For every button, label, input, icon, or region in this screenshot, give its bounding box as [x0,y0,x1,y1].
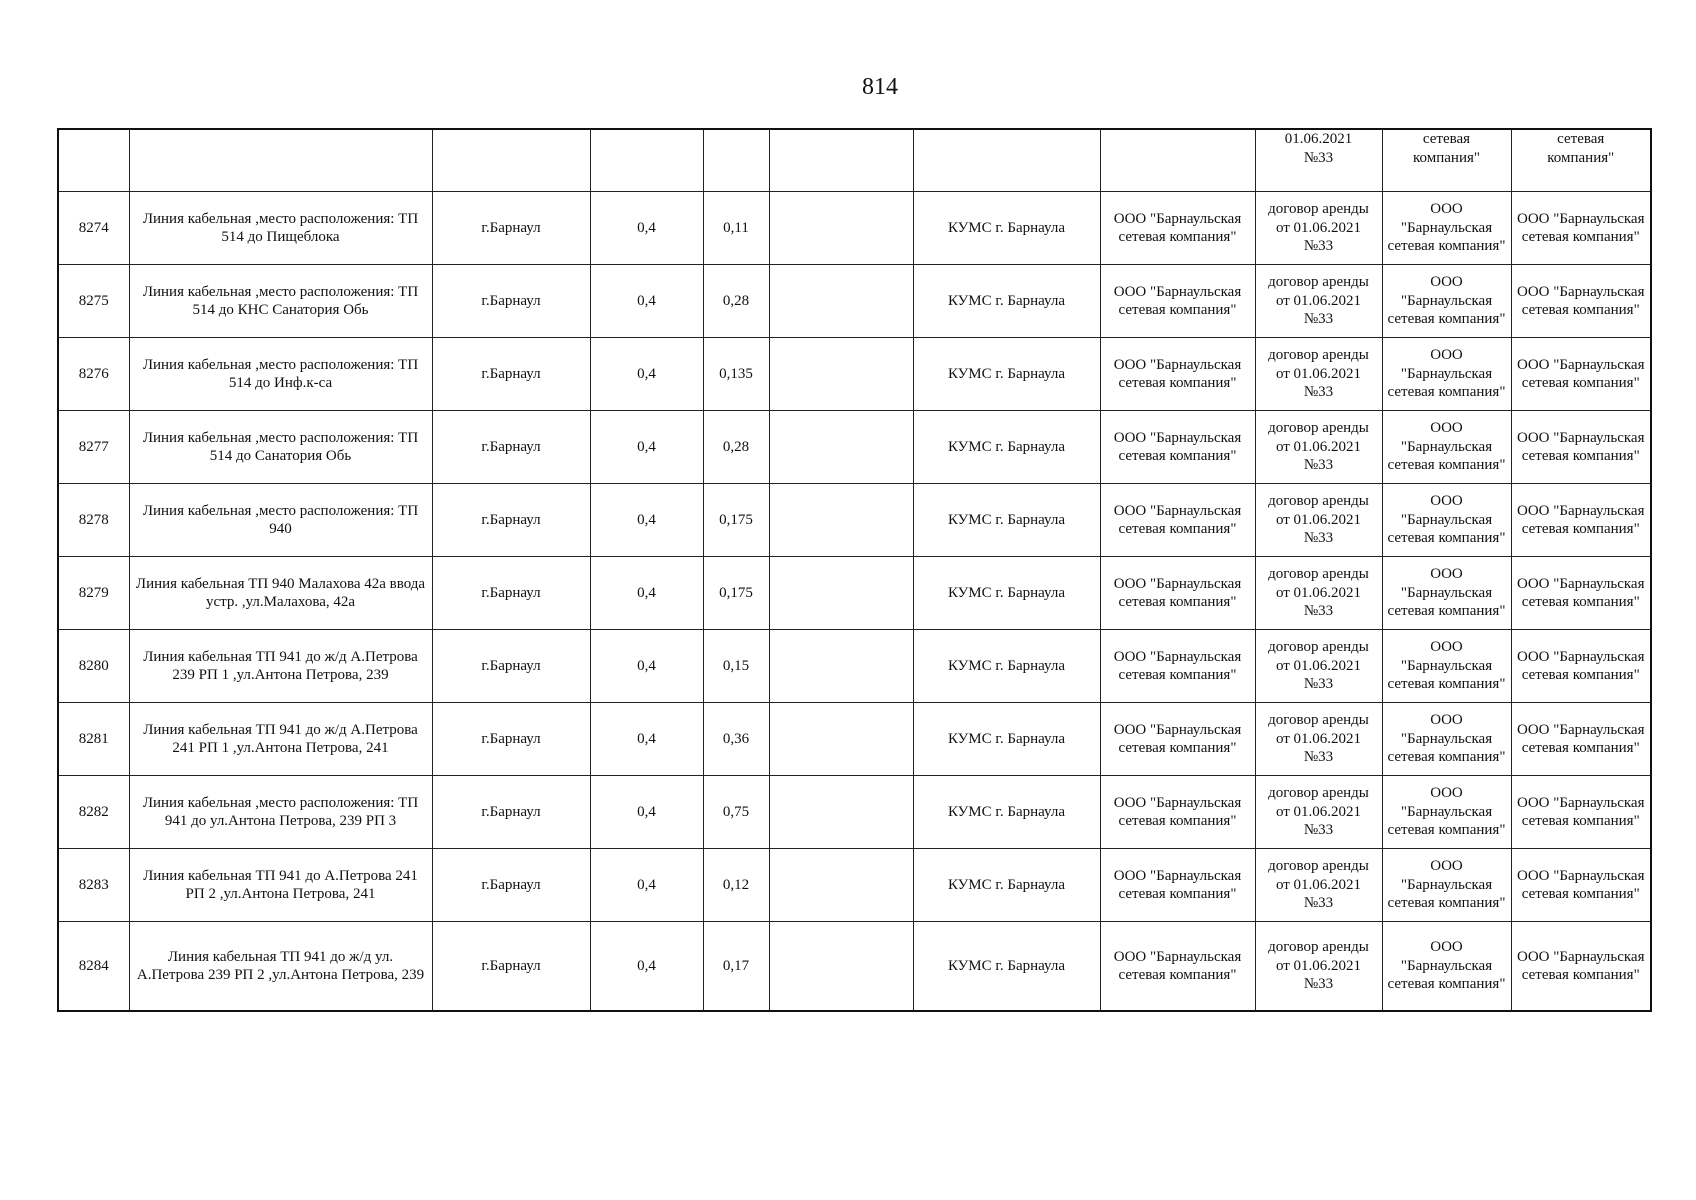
cell-company: ООО "Барнаульская сетевая компания" [1100,849,1255,922]
cell-operator: сетевая компания" [1511,129,1651,192]
cell-city: г.Барнаул [432,922,590,1012]
cell-contract: договор аренды от 01.06.2021 №33 [1255,411,1382,484]
cell-company: ООО "Барнаульская сетевая компания" [1100,557,1255,630]
cell-name: Линия кабельная ,место расположения: ТП 940 [129,484,432,557]
cell-voltage: 0,4 [590,849,703,922]
cell-contract: договор аренды от 01.06.2021 №33 [1255,557,1382,630]
cell-holder: сетевая компания" [1382,129,1511,192]
cell-operator: ООО "Барнаульская сетевая компания" [1511,630,1651,703]
table-row [58,630,1651,703]
cell-contract: договор аренды от 01.06.2021 №33 [1255,484,1382,557]
cell-city: г.Барнаул [432,630,590,703]
cell-num: 8284 [58,922,129,1012]
cell-company: ООО "Барнаульская сетевая компания" [1100,703,1255,776]
cell-extra [769,265,913,338]
cell-operator: ООО "Барнаульская сетевая компания" [1511,849,1651,922]
cell-company: ООО "Барнаульская сетевая компания" [1100,484,1255,557]
table-row [58,265,1651,338]
table-row [58,557,1651,630]
cell-city: г.Барнаул [432,776,590,849]
cell-holder: ООО "Барнаульская сетевая компания" [1382,265,1511,338]
cell-city: г.Барнаул [432,338,590,411]
cell-num: 8280 [58,630,129,703]
cell-length: 0,28 [703,265,769,338]
cell-contract: договор аренды от 01.06.2021 №33 [1255,192,1382,265]
cell-operator: ООО "Барнаульская сетевая компания" [1511,265,1651,338]
continuation-row [58,129,1651,192]
cell-contract: 01.06.2021 №33 [1255,129,1382,192]
cell-holder: ООО "Барнаульская сетевая компания" [1382,776,1511,849]
cell-length: 0,175 [703,557,769,630]
cell-holder: ООО "Барнаульская сетевая компания" [1382,922,1511,1012]
cell-owner: КУМС г. Барнаула [913,338,1100,411]
property-registry-table [57,128,1652,1012]
cell-extra [769,557,913,630]
table-row [58,922,1651,1012]
cell-extra [769,703,913,776]
cell-voltage [590,129,703,192]
cell-company: ООО "Барнаульская сетевая компания" [1100,411,1255,484]
cell-company: ООО "Барнаульская сетевая компания" [1100,192,1255,265]
cell-holder: ООО "Барнаульская сетевая компания" [1382,484,1511,557]
cell-name: Линия кабельная ТП 941 до А.Петрова 241 РП 2 ,ул.Антона Петрова, 241 [129,849,432,922]
cell-voltage: 0,4 [590,484,703,557]
cell-length: 0,15 [703,630,769,703]
cell-length [703,129,769,192]
cell-length: 0,28 [703,411,769,484]
cell-owner: КУМС г. Барнаула [913,265,1100,338]
cell-num: 8279 [58,557,129,630]
cell-operator: ООО "Барнаульская сетевая компания" [1511,192,1651,265]
cell-num: 8282 [58,776,129,849]
cell-contract: договор аренды от 01.06.2021 №33 [1255,922,1382,1012]
cell-owner: КУМС г. Барнаула [913,192,1100,265]
cell-contract: договор аренды от 01.06.2021 №33 [1255,776,1382,849]
cell-voltage: 0,4 [590,338,703,411]
cell-city [432,129,590,192]
table-row [58,703,1651,776]
cell-contract: договор аренды от 01.06.2021 №33 [1255,849,1382,922]
table-row [58,411,1651,484]
cell-company: ООО "Барнаульская сетевая компания" [1100,338,1255,411]
cell-operator: ООО "Барнаульская сетевая компания" [1511,484,1651,557]
cell-name: Линия кабельная ТП 941 до ж/д ул. А.Петрова 239 РП 2 ,ул.Антона Петрова, 239 [129,922,432,1012]
cell-num: 8283 [58,849,129,922]
cell-voltage: 0,4 [590,703,703,776]
cell-name [129,129,432,192]
cell-holder: ООО "Барнаульская сетевая компания" [1382,849,1511,922]
cell-extra [769,849,913,922]
cell-holder: ООО "Барнаульская сетевая компания" [1382,630,1511,703]
cell-holder: ООО "Барнаульская сетевая компания" [1382,703,1511,776]
cell-contract: договор аренды от 01.06.2021 №33 [1255,338,1382,411]
cell-owner: КУМС г. Барнаула [913,703,1100,776]
cell-operator: ООО "Барнаульская сетевая компания" [1511,922,1651,1012]
cell-operator: ООО "Барнаульская сетевая компания" [1511,411,1651,484]
cell-num: 8274 [58,192,129,265]
table-row [58,776,1651,849]
cell-name: Линия кабельная ,место расположения: ТП 514 до Пищеблока [129,192,432,265]
cell-city: г.Барнаул [432,703,590,776]
cell-voltage: 0,4 [590,557,703,630]
table-row [58,849,1651,922]
cell-operator: ООО "Барнаульская сетевая компания" [1511,338,1651,411]
cell-num: 8275 [58,265,129,338]
cell-city: г.Барнаул [432,849,590,922]
cell-voltage: 0,4 [590,265,703,338]
cell-company: ООО "Барнаульская сетевая компания" [1100,265,1255,338]
cell-city: г.Барнаул [432,265,590,338]
cell-owner: КУМС г. Барнаула [913,411,1100,484]
table-row [58,192,1651,265]
cell-name: Линия кабельная ТП 941 до ж/д А.Петрова 241 РП 1 ,ул.Антона Петрова, 241 [129,703,432,776]
cell-holder: ООО "Барнаульская сетевая компания" [1382,557,1511,630]
cell-extra [769,484,913,557]
cell-length: 0,135 [703,338,769,411]
table-row [58,338,1651,411]
cell-num: 8277 [58,411,129,484]
cell-extra [769,338,913,411]
cell-length: 0,36 [703,703,769,776]
cell-contract: договор аренды от 01.06.2021 №33 [1255,703,1382,776]
cell-voltage: 0,4 [590,922,703,1012]
cell-extra [769,776,913,849]
cell-extra [769,922,913,1012]
cell-length: 0,17 [703,922,769,1012]
cell-voltage: 0,4 [590,192,703,265]
cell-num [58,129,129,192]
table-row [58,484,1651,557]
cell-city: г.Барнаул [432,192,590,265]
cell-owner: КУМС г. Барнаула [913,776,1100,849]
cell-voltage: 0,4 [590,411,703,484]
cell-name: Линия кабельная ,место расположения: ТП 514 до Санатория Обь [129,411,432,484]
cell-owner [913,129,1100,192]
cell-operator: ООО "Барнаульская сетевая компания" [1511,557,1651,630]
cell-owner: КУМС г. Барнаула [913,630,1100,703]
cell-contract: договор аренды от 01.06.2021 №33 [1255,265,1382,338]
cell-city: г.Барнаул [432,484,590,557]
cell-name: Линия кабельная ,место расположения: ТП 941 до ул.Антона Петрова, 239 РП 3 [129,776,432,849]
cell-length: 0,11 [703,192,769,265]
cell-extra [769,192,913,265]
cell-name: Линия кабельная ,место расположения: ТП 514 до Инф.к-са [129,338,432,411]
cell-length: 0,75 [703,776,769,849]
cell-holder: ООО "Барнаульская сетевая компания" [1382,411,1511,484]
cell-extra [769,630,913,703]
cell-extra [769,129,913,192]
cell-name: Линия кабельная ТП 941 до ж/д А.Петрова 239 РП 1 ,ул.Антона Петрова, 239 [129,630,432,703]
cell-holder: ООО "Барнаульская сетевая компания" [1382,338,1511,411]
cell-company [1100,129,1255,192]
cell-num: 8281 [58,703,129,776]
cell-operator: ООО "Барнаульская сетевая компания" [1511,776,1651,849]
cell-length: 0,12 [703,849,769,922]
cell-owner: КУМС г. Барнаула [913,849,1100,922]
cell-city: г.Барнаул [432,411,590,484]
cell-length: 0,175 [703,484,769,557]
cell-voltage: 0,4 [590,630,703,703]
cell-num: 8278 [58,484,129,557]
cell-operator: ООО "Барнаульская сетевая компания" [1511,703,1651,776]
cell-owner: КУМС г. Барнаула [913,922,1100,1012]
cell-contract: договор аренды от 01.06.2021 №33 [1255,630,1382,703]
cell-city: г.Барнаул [432,557,590,630]
cell-company: ООО "Барнаульская сетевая компания" [1100,922,1255,1012]
cell-owner: КУМС г. Барнаула [913,557,1100,630]
cell-extra [769,411,913,484]
cell-company: ООО "Барнаульская сетевая компания" [1100,630,1255,703]
cell-owner: КУМС г. Барнаула [913,484,1100,557]
cell-num: 8276 [58,338,129,411]
cell-company: ООО "Барнаульская сетевая компания" [1100,776,1255,849]
cell-name: Линия кабельная ТП 940 Малахова 42а ввода устр. ,ул.Малахова, 42а [129,557,432,630]
cell-holder: ООО "Барнаульская сетевая компания" [1382,192,1511,265]
cell-name: Линия кабельная ,место расположения: ТП 514 до КНС Санатория Обь [129,265,432,338]
page-number: 814 [862,74,898,100]
cell-voltage: 0,4 [590,776,703,849]
table-body [58,129,1651,1011]
